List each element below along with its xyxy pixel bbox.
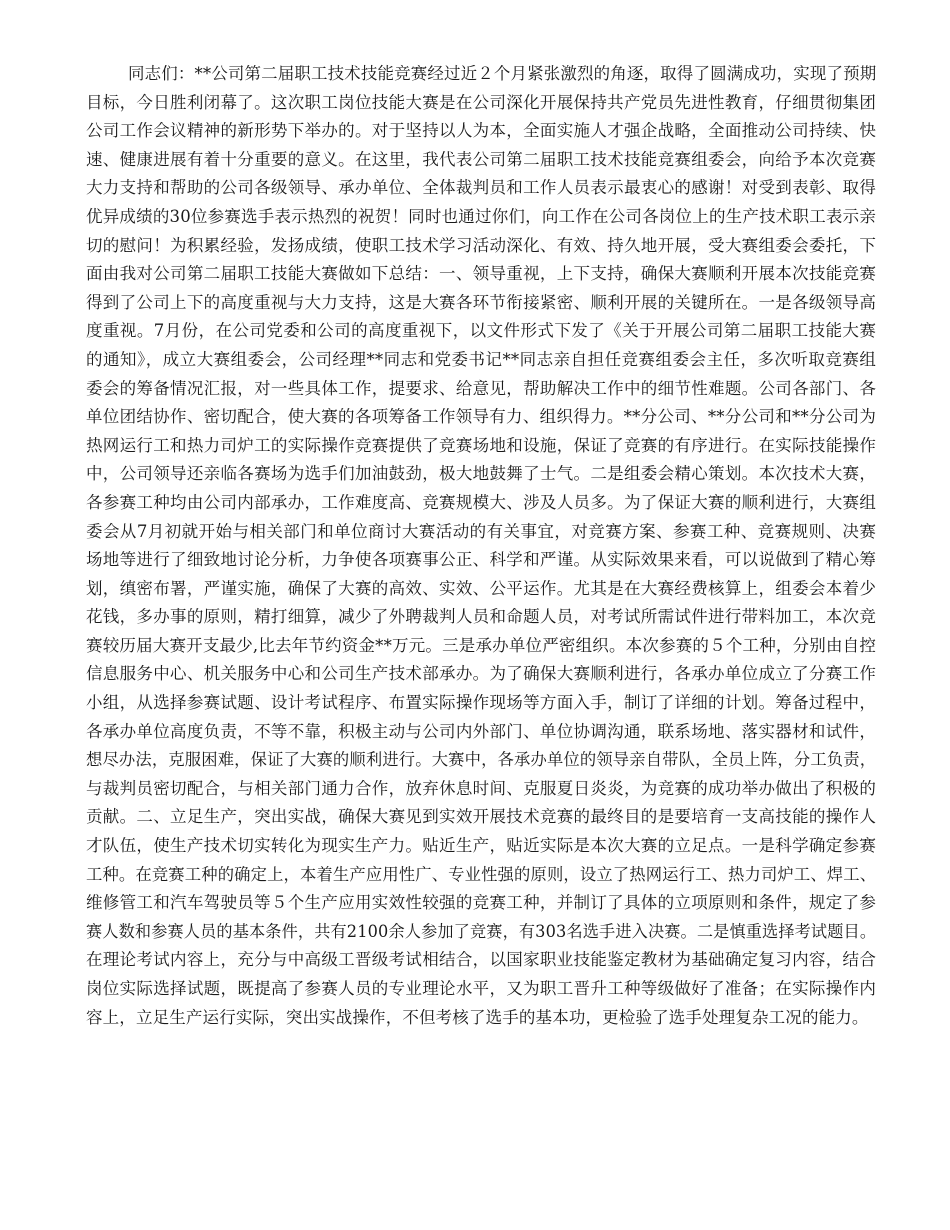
text-line: 面由我对公司第二届职工技能大赛做如下总结：一、领导重视，上下支持，确保大赛顺利开展本次技能竞赛 [86,264,876,284]
text-line: 切的慰问！为积累经验，发扬成绩，使职工技术学习活动深化、有效、持久地开展，受大赛组委会委托，下 [86,235,876,255]
text-line: 小组，从选择参赛试题、设计考试程序、布置实际操作现场等方面入手，制订了详细的计划。筹备过程中， [86,693,876,713]
text-line: 各承办单位高度负责，不等不靠，积极主动与公司内外部门、单位协调沟通，联系场地、落实器材和试件， [86,721,876,741]
text-line: 赛较历届大赛开支最少,比去年节约资金**万元。三是承办单位严密组织。本次参赛的５个工种，分别由自控 [86,635,876,655]
text-line: 场地等进行了细致地讨论分析，力争使各项赛事公正、科学和严谨。从实际效果来看，可以说做到了精心筹 [86,550,876,570]
text-line: 赛人数和参赛人员的基本条件，共有2100余人参加了竞赛，有303名选手进入决赛。二是慎重选择考试题目。 [86,921,877,941]
text-line: 在理论考试内容上，充分与中高级工晋级考试相结合，以国家职业技能鉴定教材为基础确定复习内容，结合 [86,950,876,970]
text-line: 速、健康进展有着十分重要的意义。在这里，我代表公司第二届职工技术技能竞赛组委会，向给予本次竞赛 [86,149,876,169]
text-line: 目标，今日胜利闭幕了。这次职工岗位技能大赛是在公司深化开展保持共产党员先进性教育，仔细贯彻集团 [86,92,876,112]
text-line: 信息服务中心、机关服务中心和公司生产技术部承办。为了确保大赛顺利进行，各承办单位成立了分赛工作 [86,664,876,684]
text-line: 大力支持和帮助的公司各级领导、承办单位、全体裁判员和工作人员表示最衷心的感谢！对受到表彰、取得 [86,178,876,198]
text-line: 容上，立足生产运行实际，突出实战操作，不但考核了选手的基本功，更检验了选手处理复杂工况的能力。 [86,1007,869,1027]
text-line: 度重视。7月份，在公司党委和公司的高度重视下，以文件形式下发了《关于开展公司第二届职工技能大赛 [86,321,876,341]
text-line: 工种。在竞赛工种的确定上，本着生产应用性广、专业性强的原则，设立了热网运行工、热力司炉工、焊工、 [86,864,877,884]
text-line: 委会的筹备情况汇报，对一些具体工作，提要求、给意见，帮助解决工作中的细节性难题。公司各部门、各 [86,378,876,398]
text-line: 想尽办法，克服困难，保证了大赛的顺利进行。大赛中，各承办单位的领导亲自带队，全员上阵，分工负责， [86,750,877,770]
text-line: 花钱，多办事的原则，精打细算，减少了外聘裁判人员和命题人员，对考试所需试件进行带料加工，本次竞 [86,607,876,627]
text-line: 与裁判员密切配合，与相关部门通力合作，放弃休息时间、克服夏日炎炎，为竞赛的成功举办做出了积极的 [86,778,876,798]
body-paragraph [86,60,876,1032]
text-line: 维修管工和汽车驾驶员等５个生产应用实效性较强的竞赛工种，并制订了具体的立项原则和条件，规定了参 [86,893,876,913]
text-line: 中，公司领导还亲临各赛场为选手们加油鼓劲，极大地鼓舞了士气。二是组委会精心策划。本次技术大赛， [86,464,876,484]
text-line: 岗位实际选择试题，既提高了参赛人员的专业理论水平，又为职工晋升工种等级做好了准备；在实际操作内 [86,979,876,998]
text-line: 各参赛工种均由公司内部承办，工作难度高、竞赛规模大、涉及人员多。为了保证大赛的顺利进行，大赛组 [86,492,876,512]
text-line: 划，缜密布署，严谨实施，确保了大赛的高效、实效、公平运作。尤其是在大赛经费核算上，组委会本着少 [86,578,876,598]
text-line: 委会从7月初就开始与相关部门和单位商讨大赛活动的有关事宜，对竞赛方案、参赛工种、竞赛规则、决赛 [86,521,876,541]
text-line: 热网运行工和热力司炉工的实际操作竞赛提供了竞赛场地和设施，保证了竞赛的有序进行。在实际技能操作 [86,435,876,455]
text-line: 的通知》，成立大赛组委会，公司经理**同志和党委书记**同志亲自担任竞赛组委会主任，多次听取竞赛组 [86,349,876,369]
text-line: 贡献。二、立足生产，突出实战，确保大赛见到实效开展技术竞赛的最终目的是要培育一支高技能的操作人 [86,807,876,827]
text-line: 才队伍，使生产技术切实转化为现实生产力。贴近生产，贴近实际是本次大赛的立足点。一是科学确定参赛 [86,836,876,856]
text-line: 单位团结协作、密切配合，使大赛的各项筹备工作领导有力、组织得力。**分公司、**分公司和**分公司为 [86,407,876,427]
text-line: 同志们：**公司第二届职工技术技能竞赛经过近２个月紧张激烈的角逐，取得了圆满成功，实现了预期 [127,64,877,83]
text-line: 得到了公司上下的高度重视与大力支持，这是大赛各环节衔接紧密、顺利开展的关键所在。一是各级领导高 [86,292,876,312]
text-line: 公司工作会议精神的新形势下举办的。对于坚持以人为本，全面实施人才强企战略，全面推动公司持续、快 [86,121,876,141]
text-line: 优异成绩的30位参赛选手表示热烈的祝贺！同时也通过你们，向工作在公司各岗位上的生产技术职工表示亲 [86,206,876,226]
